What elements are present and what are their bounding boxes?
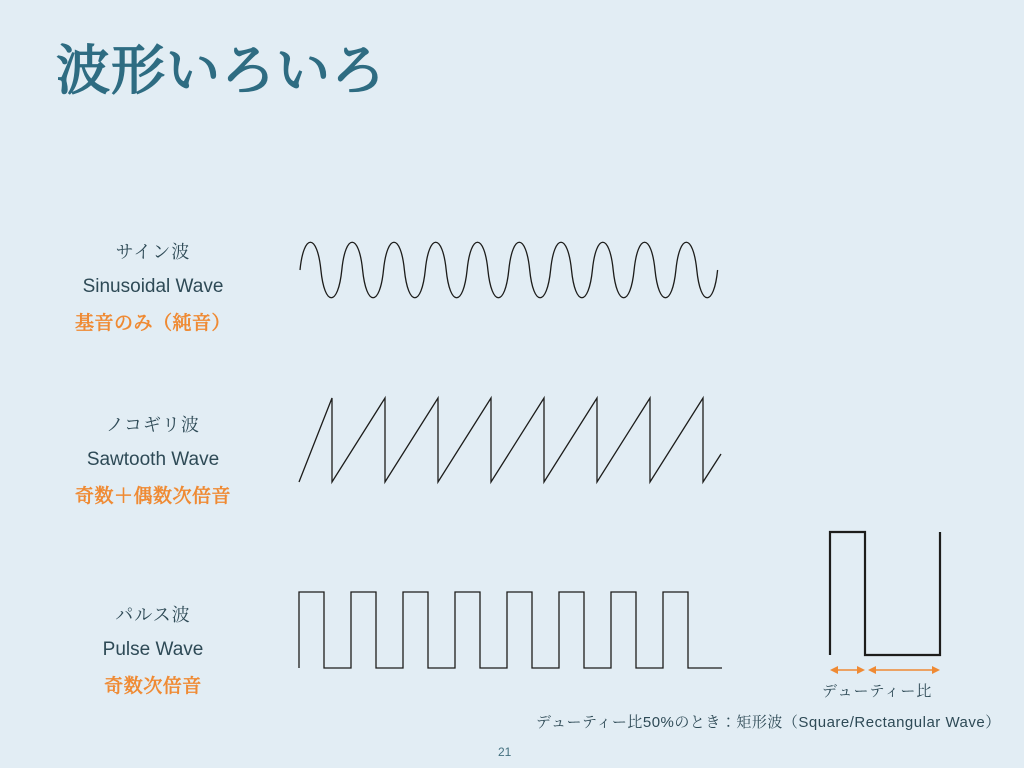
duty-arrow-long [868, 666, 940, 674]
wave-label-ja: パルス波 [115, 605, 191, 625]
wave-label-sine [18, 235, 288, 343]
page-title: 波形いろいろ [56, 41, 386, 101]
sine-wave-graphic [297, 215, 727, 330]
page-number: 21 [498, 745, 512, 759]
wave-label-en: Sinusoidal Wave [82, 276, 224, 298]
sawtooth-wave-graphic [297, 390, 727, 505]
duty-ratio-diagram [820, 520, 960, 685]
pulse-wave-graphic [297, 580, 727, 685]
wave-label-en: Sawtooth Wave [86, 449, 220, 471]
duty-ratio-label: デューティー比 [822, 683, 933, 700]
wave-label-sawtooth [18, 408, 288, 516]
wave-label-ja: サイン波 [115, 242, 191, 262]
wave-label-note: 奇数＋偶数次倍音 [74, 486, 231, 508]
duty-arrow-short [830, 666, 865, 674]
wave-label-note: 奇数次倍音 [104, 676, 202, 698]
wave-label-en: Pulse Wave [102, 639, 204, 661]
wave-label-pulse [18, 598, 288, 706]
wave-label-note: 基音のみ（純音） [74, 313, 231, 335]
footnote-text: デューティー比50%のとき：矩形波（Square/Rectangular Wave） [536, 714, 1001, 731]
wave-label-ja: ノコギリ波 [105, 415, 201, 435]
